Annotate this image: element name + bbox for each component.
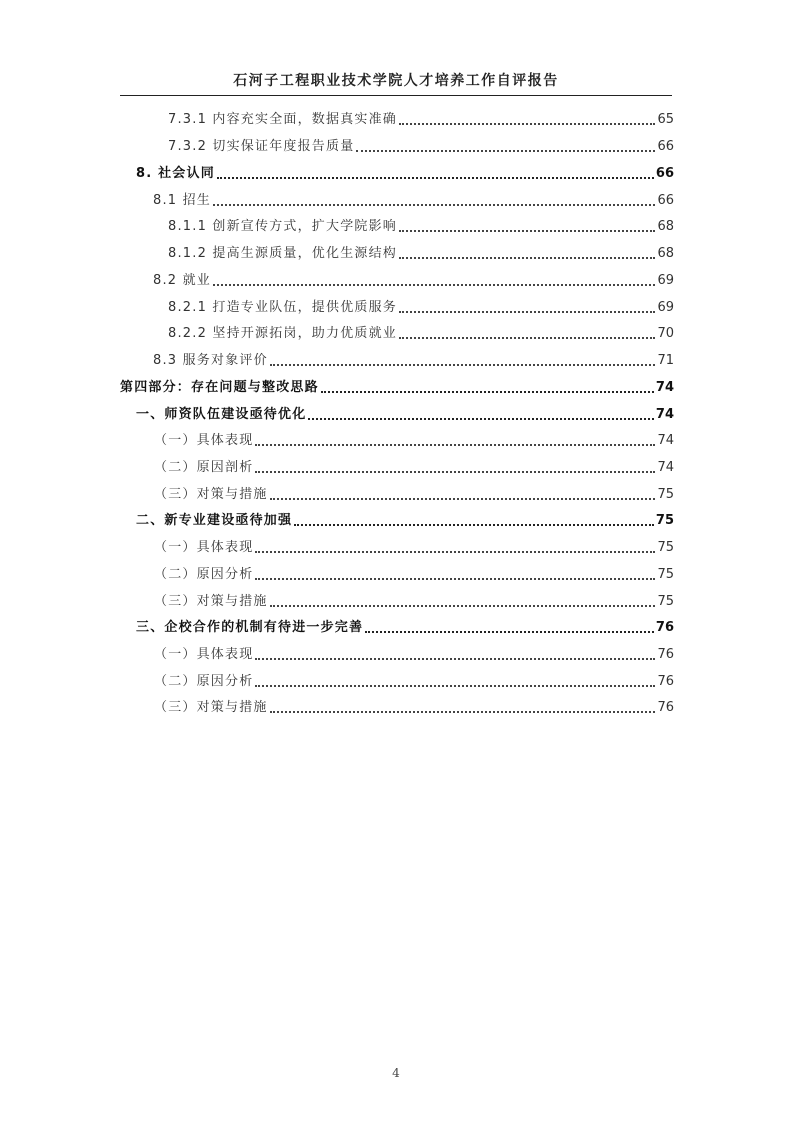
toc-page-number: 66 (657, 193, 674, 208)
toc-entry-title: 二、新专业建设亟待加强 (136, 513, 293, 528)
toc-page-number: 75 (655, 513, 674, 528)
toc-leader-dots (255, 578, 655, 580)
toc-entry-section-3-2[interactable] (154, 670, 674, 690)
toc-leader-dots (399, 337, 655, 339)
toc-page-number: 74 (655, 380, 674, 395)
toc-page-number: 70 (657, 326, 674, 341)
toc-page-number: 74 (657, 460, 674, 475)
toc-entry-title: 一、师资队伍建设亟待优化 (136, 407, 307, 422)
toc-entry-title: 8.3 服务对象评价 (153, 353, 268, 368)
toc-page-number: 76 (655, 620, 674, 635)
toc-entry-title: 8.2 就业 (153, 273, 212, 288)
toc-page-number: 68 (657, 246, 674, 261)
toc-leader-dots (213, 204, 655, 206)
toc-entry-section-1-2[interactable] (154, 456, 674, 476)
toc-entry-section-1[interactable] (136, 403, 674, 423)
toc-entry-title: （三）对策与措施 (154, 594, 268, 609)
toc-entry-title: 8.1 招生 (153, 193, 212, 208)
toc-leader-dots (399, 257, 655, 259)
toc-entry-8-1[interactable] (153, 189, 674, 209)
toc-page-number: 71 (657, 353, 674, 368)
toc-leader-dots (270, 364, 656, 366)
toc-leader-dots (294, 524, 654, 526)
toc-page-number: 65 (657, 112, 674, 127)
toc-entry-title: （二）原因分析 (154, 674, 254, 689)
toc-entry-8-2-1[interactable] (168, 296, 674, 316)
toc-entry-8[interactable] (136, 162, 674, 182)
toc-leader-dots (255, 658, 655, 660)
toc-page-number: 75 (657, 540, 674, 555)
toc-entry-8-1-1[interactable] (168, 215, 674, 235)
toc-leader-dots (255, 471, 655, 473)
toc-entry-title: （三）对策与措施 (154, 487, 268, 502)
toc-entry-section-2[interactable] (136, 509, 674, 529)
toc-entry-title: 第四部分：存在问题与整改思路 (120, 380, 319, 395)
page-number: 4 (392, 1066, 400, 1080)
toc-page-number: 66 (657, 139, 674, 154)
toc-entry-8-1-2[interactable] (168, 242, 674, 262)
header-rule (120, 95, 672, 96)
toc-leader-dots (356, 150, 655, 152)
toc-page-number: 69 (657, 300, 674, 315)
toc-entry-8-2-2[interactable] (168, 322, 674, 342)
toc-entry-title: 8.1.2 提高生源质量，优化生源结构 (168, 246, 398, 261)
toc-page-number: 75 (657, 594, 674, 609)
toc-leader-dots (321, 391, 654, 393)
toc-entry-title: （一）具体表现 (154, 540, 254, 555)
toc-leader-dots (399, 230, 655, 232)
toc-leader-dots (308, 418, 654, 420)
toc-entry-section-2-2[interactable] (154, 563, 674, 583)
toc-entry-title: 7.3.1 内容充实全面，数据真实准确 (168, 112, 398, 127)
toc-leader-dots (365, 631, 654, 633)
toc-page-number: 76 (657, 647, 674, 662)
toc-leader-dots (399, 311, 655, 313)
toc-page-number: 74 (657, 433, 674, 448)
toc-entry-title: 三、企校合作的机制有待进一步完善 (136, 620, 364, 635)
toc-entry-title: （一）具体表现 (154, 647, 254, 662)
toc-page-number: 76 (657, 674, 674, 689)
toc-page-number: 68 (657, 219, 674, 234)
toc-page-number: 69 (657, 273, 674, 288)
toc-leader-dots (270, 711, 656, 713)
toc-leader-dots (270, 605, 656, 607)
toc-entry-8-3[interactable] (153, 349, 674, 369)
toc-entry-7-3-1[interactable] (168, 108, 674, 128)
toc-entry-title: 8.1.1 创新宣传方式，扩大学院影响 (168, 219, 398, 234)
toc-page-number: 66 (655, 166, 674, 181)
toc-entry-section-2-1[interactable] (154, 536, 674, 556)
page-header-title: 石河子工程职业技术学院人才培养工作自评报告 (233, 73, 559, 89)
toc-entry-section-3[interactable] (136, 616, 674, 636)
toc-leader-dots (213, 284, 655, 286)
toc-entry-section-1-3[interactable] (154, 483, 674, 503)
toc-entry-section-3-1[interactable] (154, 643, 674, 663)
toc-page-number: 75 (657, 567, 674, 582)
toc-leader-dots (255, 551, 655, 553)
toc-leader-dots (270, 498, 656, 500)
toc-entry-7-3-2[interactable] (168, 135, 674, 155)
toc-leader-dots (255, 685, 655, 687)
toc-page-number: 74 (655, 407, 674, 422)
toc-entry-section-3-3[interactable] (154, 696, 674, 716)
toc-entry-title: 7.3.2 切实保证年度报告质量 (168, 139, 355, 154)
toc-entry-title: （二）原因剖析 (154, 460, 254, 475)
toc-entry-section-1-1[interactable] (154, 429, 674, 449)
toc-entry-title: （二）原因分析 (154, 567, 254, 582)
toc-entry-part-4[interactable] (120, 376, 674, 396)
toc-page-number: 76 (657, 700, 674, 715)
toc-entry-8-2[interactable] (153, 269, 674, 289)
toc-leader-dots (399, 123, 655, 125)
toc-entry-title: （三）对策与措施 (154, 700, 268, 715)
toc-entry-title: （一）具体表现 (154, 433, 254, 448)
toc-entry-section-2-3[interactable] (154, 590, 674, 610)
toc-leader-dots (255, 444, 655, 446)
toc-entry-title: 8.2.1 打造专业队伍，提供优质服务 (168, 300, 398, 315)
toc-entry-title: 8.2.2 坚持开源拓岗，助力优质就业 (168, 326, 398, 341)
toc-page-number: 75 (657, 487, 674, 502)
toc-entry-title: 8. 社会认同 (136, 166, 215, 181)
toc-leader-dots (217, 177, 654, 179)
